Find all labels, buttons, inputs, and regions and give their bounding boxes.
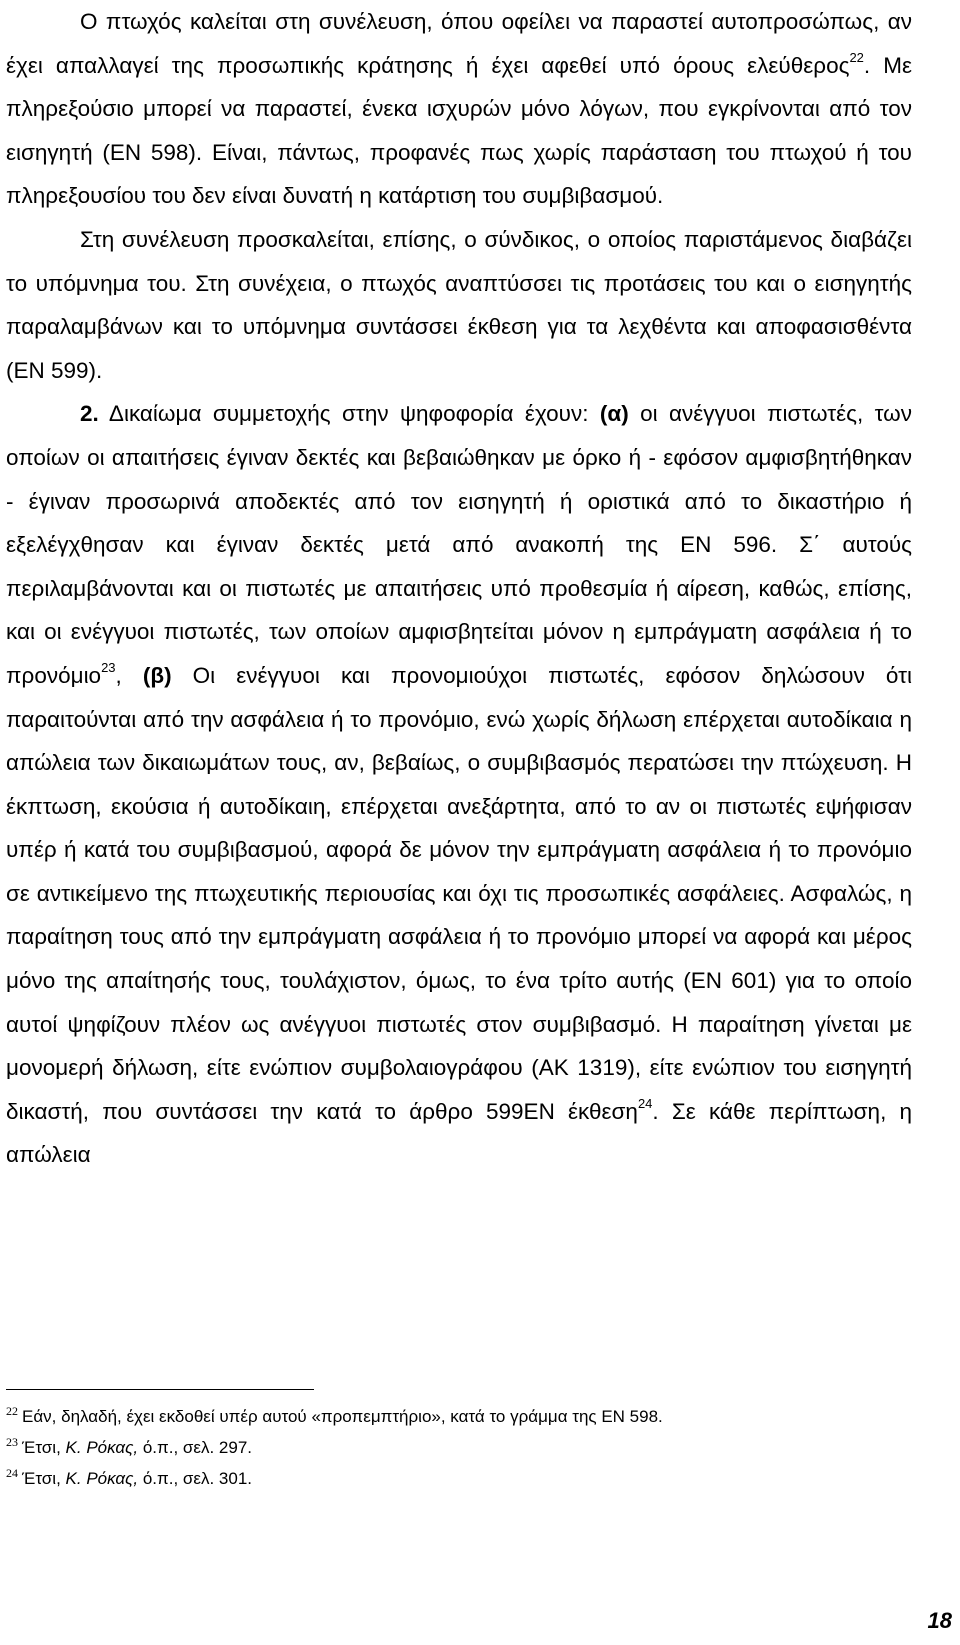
paragraph-text: . Με πληρεξούσιο μπορεί να παραστεί, ένεκα ισχυρών μόνο λόγων, που εγκρίνονται από τον εισηγητή (ΕΝ 598). Είναι, πάντως, προφανές πως χωρίς παράσταση του πτωχού ή του πληρεξουσίου του δεν είναι δυνατή η κατάρτιση του συμβιβασμού.	[6, 52, 912, 209]
paragraph-text: Ο πτωχός καλείται στη συνέλευση, όπου οφείλει να παραστεί αυτοπροσώπως, αν έχει απαλλαγεί της προσωπικής κράτησης ή έχει αφεθεί υπό όρους ελεύθερος	[6, 9, 912, 78]
footnote-text: ό.π., σελ. 301.	[138, 1469, 252, 1488]
footnote-number: 23	[6, 1435, 18, 1450]
body-text	[6, 0, 912, 1177]
footnote-text: Εάν, δηλαδή, έχει εκδοθεί υπέρ αυτού «προπεμπτήριο», κατά το γράμμα της ΕΝ 598.	[22, 1407, 663, 1426]
item-marker-b: (β)	[142, 662, 172, 688]
paragraph-text: οι ανέγγυοι πιστωτές, των οποίων οι απαιτήσεις έγιναν δεκτές και βεβαιώθηκαν με όρκο ή - εφόσον αμφισβητήθηκαν - έγιναν προσωρινά αποδεκτές από τον εισηγητή ή οριστικά από το δικαστήριο ή εξελέγχθησαν και έγιναν δεκτές μετά από ανακοπή της ΕΝ 596. Σ΄ αυτούς περιλαμβάνονται και οι πιστωτές με απαιτήσεις υπό προθεσμία ή αίρεση, καθώς, επίσης, και οι ενέγγυοι πιστωτές, των οποίων αμφισβητείται μόνον η εμπράγματη ασφάλεια ή το προνόμιο	[6, 401, 913, 688]
section-number: 2.	[80, 401, 99, 427]
footnote-author: Κ. Ρόκας,	[65, 1438, 139, 1457]
footnote-23	[6, 1432, 912, 1463]
footnote-text: Έτσι,	[22, 1469, 66, 1488]
footnotes	[6, 1401, 912, 1494]
paragraph-1	[6, 0, 912, 218]
footnote-text: ό.π., σελ. 297.	[138, 1438, 252, 1457]
paragraph-text: . Σε κάθε περίπτωση, η απώλεια	[6, 1098, 913, 1168]
footnote-number: 22	[6, 1404, 18, 1419]
paragraph-2	[6, 218, 912, 392]
page-number: 18	[927, 1608, 952, 1633]
footnote-number: 24	[6, 1466, 18, 1481]
paragraph-text: Οι ενέγγυοι και προνομιούχοι πιστωτές, εφόσον δηλώσουν ότι παραιτούνται από την ασφάλεια ή το προνόμιο, ενώ χωρίς δήλωση επέρχεται αυτοδίκαια η απώλεια των δικαιωμάτων τους, αν, βεβαίως, ο συμβιβασμός περατώσει την πτώχευση. Η έκπτωση, εκούσια ή αυτοδίκαιη, επέρχεται ανεξάρτητα, από το αν οι πιστωτές εψήφισαν υπέρ ή κατά του συμβιβασμού, αφορά δε μόνον την εμπράγματη ασφάλεια ή το προνόμιο σε αντικείμενο της πτωχευτικής περιουσίας και όχι τις προσωπικές ασφάλειες. Ασφαλώς, η παραίτηση τους από την εμπράγματη ασφάλεια ή το προνόμιο μπορεί να αφορά και μέρος μόνο της απαίτησής τους, τουλάχιστον, όμως, το ένα τρίτο αυτής (ΕΝ 601) για το οποίο αυτοί ψηφίζουν πλέον ως ανέγγυοι πιστωτές στον συμβιβασμό. Η παραίτηση γίνεται με μονομερή δήλωση, είτε ενώπιον συμβολαιογράφου (ΑΚ 1319), είτε ενώπιον του εισηγητή δικαστή, που συντάσσει την κατά το άρθρο 599ΕΝ έκθεση	[6, 662, 912, 1124]
footnote-24	[6, 1463, 912, 1494]
footnote-ref-24[interactable]: 24	[637, 1096, 653, 1112]
footnote-author: Κ. Ρόκας,	[65, 1469, 139, 1488]
footnote-text: Έτσι,	[22, 1438, 66, 1457]
paragraph-text: Στη συνέλευση προσκαλείται, επίσης, ο σύνδικος, ο οποίος παριστάμενος διαβάζει το υπόμνημα του. Στη συνέχεια, ο πτωχός αναπτύσσει τις προτάσεις του και ο εισηγητής παραλαμβάνων και το υπόμνημα συντάσσει έκθεση για τα λεχθέντα και αποφασισθέντα (ΕΝ 599).	[6, 226, 912, 383]
paragraph-text: Δικαίωμα συμμετοχής στην ψηφοφορία έχουν:	[108, 401, 600, 427]
footnote-separator	[6, 1389, 314, 1390]
item-marker-a: (α)	[599, 401, 629, 427]
footnote-22	[6, 1401, 912, 1432]
paragraph-text: ,	[115, 662, 143, 688]
paragraph-3	[6, 392, 912, 1177]
footnote-ref-22[interactable]: 22	[849, 50, 864, 66]
footnote-ref-23[interactable]: 23	[101, 660, 116, 676]
